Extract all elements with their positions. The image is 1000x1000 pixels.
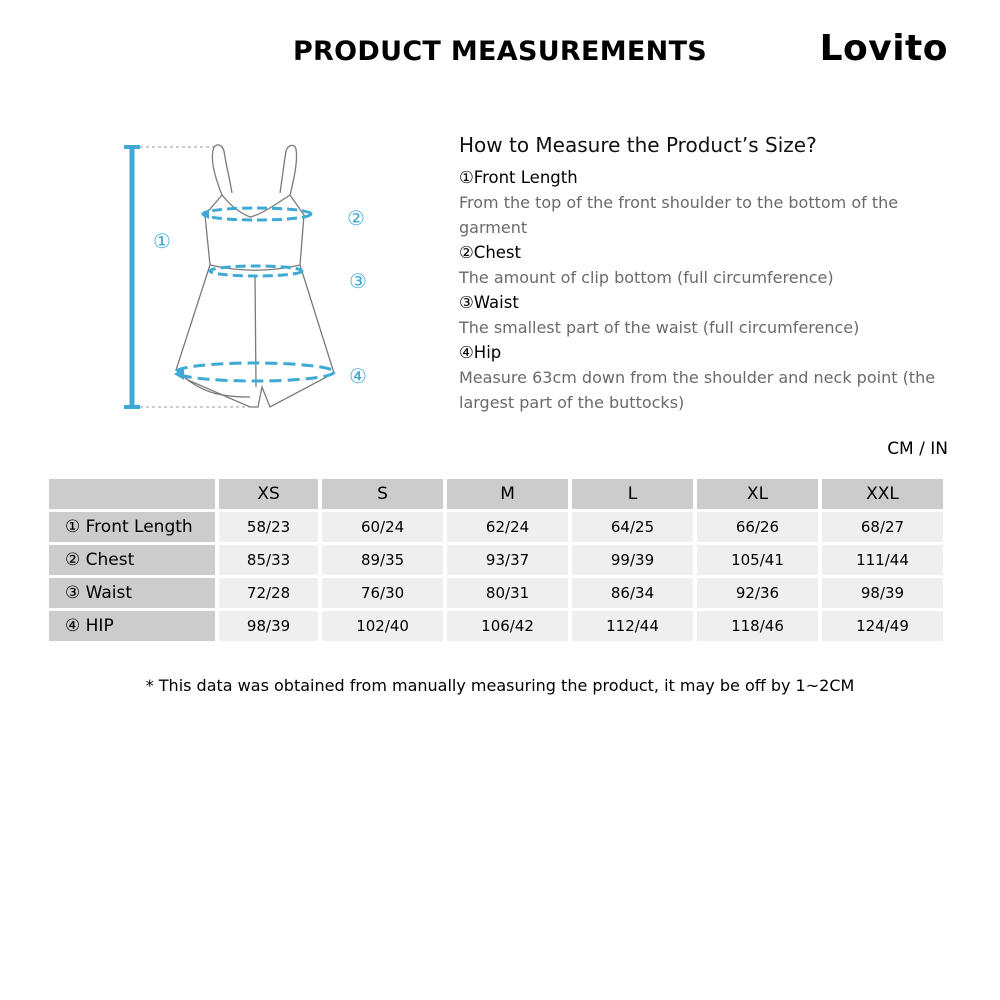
- units-label: CM / IN: [887, 439, 948, 459]
- size-header: XXL: [822, 479, 943, 509]
- table-cell: 106/42: [447, 611, 568, 641]
- table-row: [49, 611, 943, 641]
- size-header: L: [572, 479, 693, 509]
- table-cell: 98/39: [822, 578, 943, 608]
- measure-heading-chest: ②Chest: [459, 243, 521, 262]
- disclaimer-note: * This data was obtained from manually measuring the product, it may be off by 1~2CM: [145, 676, 855, 695]
- size-header: XL: [697, 479, 818, 509]
- size-header-row: [49, 479, 943, 509]
- row-label: ② Chest: [49, 545, 215, 575]
- table-cell: 89/35: [322, 545, 443, 575]
- hip-measure: [176, 363, 334, 381]
- garment-diagram: [110, 135, 390, 425]
- table-cell: 58/23: [219, 512, 318, 542]
- row-label: ① Front Length: [49, 512, 215, 542]
- row-label: ③ Waist: [49, 578, 215, 608]
- table-cell: 80/31: [447, 578, 568, 608]
- label-waist: ③: [349, 269, 367, 293]
- measure-desc-front-length: From the top of the front shoulder to the bottom of the garment: [459, 193, 899, 237]
- size-header: M: [447, 479, 568, 509]
- table-cell: 60/24: [322, 512, 443, 542]
- measure-desc-waist: The smallest part of the waist (full circumference): [459, 318, 860, 337]
- size-header: S: [322, 479, 443, 509]
- measure-heading-front-length: ①Front Length: [459, 168, 578, 187]
- how-to-title: How to Measure the Product’s Size?: [459, 133, 817, 157]
- row-label: ④ HIP: [49, 611, 215, 641]
- table-cell: 111/44: [822, 545, 943, 575]
- table-cell: 68/27: [822, 512, 943, 542]
- size-header: XS: [219, 479, 318, 509]
- measure-heading-waist: ③Waist: [459, 293, 519, 312]
- table-cell: 85/33: [219, 545, 318, 575]
- measure-desc-chest: The amount of clip bottom (full circumference): [459, 268, 834, 287]
- label-chest: ②: [347, 206, 365, 230]
- table-cell: 118/46: [697, 611, 818, 641]
- waist-measure: [210, 266, 302, 276]
- table-row: [49, 512, 943, 542]
- label-front-length: ①: [153, 229, 171, 253]
- how-to-measure: [459, 133, 959, 415]
- table-cell: 112/44: [572, 611, 693, 641]
- table-row: [49, 545, 943, 575]
- table-cell: 92/36: [697, 578, 818, 608]
- measure-desc-hip: Measure 63cm down from the shoulder and neck point (the largest part of the buttocks): [459, 368, 936, 412]
- measure-heading-hip: ④Hip: [459, 343, 502, 362]
- table-cell: 72/28: [219, 578, 318, 608]
- chest-measure: [203, 208, 311, 220]
- size-chart-table: [45, 476, 947, 644]
- table-cell: 99/39: [572, 545, 693, 575]
- table-cell: 62/24: [447, 512, 568, 542]
- brand-logo: Lovito: [819, 28, 948, 69]
- table-cell: 86/34: [572, 578, 693, 608]
- table-row: [49, 578, 943, 608]
- table-cell: 102/40: [322, 611, 443, 641]
- table-cell: 105/41: [697, 545, 818, 575]
- label-hip: ④: [349, 364, 367, 388]
- table-cell: 98/39: [219, 611, 318, 641]
- table-cell: 66/26: [697, 512, 818, 542]
- table-cell: 76/30: [322, 578, 443, 608]
- corner-cell: [49, 479, 215, 509]
- table-cell: 93/37: [447, 545, 568, 575]
- table-cell: 64/25: [572, 512, 693, 542]
- page-title: PRODUCT MEASUREMENTS: [292, 36, 708, 67]
- table-cell: 124/49: [822, 611, 943, 641]
